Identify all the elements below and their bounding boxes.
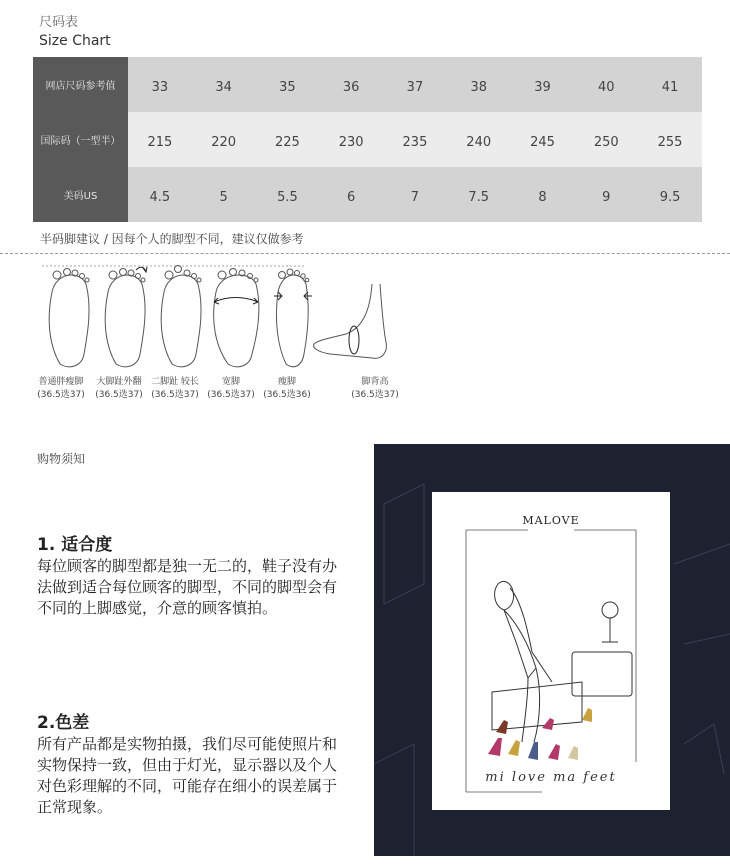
size-chart-header [39, 14, 111, 50]
table-cell: 255 [638, 112, 702, 167]
table-row [33, 112, 702, 167]
foot-name: 宽脚 [221, 377, 240, 387]
fashion-illustration [432, 492, 670, 810]
foot-tip: (36.5选36) [263, 390, 311, 400]
foot-label [252, 376, 322, 402]
shoes-pile [488, 708, 592, 760]
foot-tip: (36.5选37) [95, 390, 143, 400]
table-cell: 5.5 [256, 167, 320, 222]
table-cell: 4.5 [128, 167, 192, 222]
table-cell: 225 [256, 112, 320, 167]
table-cell: 235 [383, 112, 447, 167]
half-size-advice: 半码脚建议 / 因每个人的脚型不同，建议仅做参考 [40, 232, 304, 246]
section-heading: 1. 适合度 [37, 535, 113, 555]
table-cell: 220 [192, 112, 256, 167]
table-cell: 35 [256, 57, 320, 112]
size-chart-title-en: Size Chart [39, 33, 111, 49]
hair-shape [510, 588, 552, 682]
table-cell: 33 [128, 57, 192, 112]
foot-tip: (36.5选37) [207, 390, 255, 400]
table-cell: 9 [574, 167, 638, 222]
illustration-card [432, 492, 670, 810]
foot-name: 大脚趾外翻 [96, 377, 142, 387]
table-cell: 8 [511, 167, 575, 222]
table-cell: 215 [128, 112, 192, 167]
dashed-divider [0, 253, 730, 254]
row-label: 网店尺码参考值 [33, 57, 128, 112]
row-label: 美码US [33, 167, 128, 222]
brand-illustration-panel [374, 444, 730, 856]
notice-title: 购物须知 [37, 452, 86, 466]
table-cell: 5 [192, 167, 256, 222]
table-cell: 38 [447, 57, 511, 112]
foot-tip: (36.5选37) [351, 390, 399, 400]
brand-slogan: mi love ma feet [485, 770, 617, 785]
brand-logo: MALOVE [522, 514, 580, 527]
foot-name: 脚背高 [361, 377, 389, 387]
table-cell: 40 [574, 57, 638, 112]
table-cell: 39 [511, 57, 575, 112]
foot-bunion-icon [105, 267, 147, 367]
section-heading: 2.色差 [37, 713, 90, 733]
table-cell: 6 [319, 167, 383, 222]
color-diff-section [37, 712, 347, 818]
table-cell: 230 [319, 112, 383, 167]
table-row [33, 167, 702, 222]
size-table [33, 57, 702, 222]
table-row [33, 57, 702, 112]
table-cell: 240 [447, 112, 511, 167]
foot-name: 二脚趾 较长 [151, 377, 199, 387]
foot-name: 普通胖瘦脚 [38, 377, 84, 387]
foot-wide-icon [214, 269, 259, 367]
foot-label [340, 376, 410, 402]
section-body: 每位顾客的脚型都是独一无二的，鞋子没有办法做到适合每位顾客的脚型，不同的脚型会有不同的上脚感觉，介意的顾客慎拍。 [37, 557, 338, 617]
table-cell: 34 [192, 57, 256, 112]
foot-tip: (36.5选37) [37, 390, 85, 400]
size-chart-title-cn: 尺码表 [39, 15, 79, 30]
row-label: 国际码（一型半） [33, 112, 128, 167]
section-body: 所有产品都是实物拍摄，我们尽可能使照片和实物保持一致，但由于灯光，显示器以及个人对色彩理解的不同，可能存在细小的误差属于正常现象。 [37, 735, 338, 816]
foot-long-second-toe-icon [161, 266, 201, 367]
table-cell: 7 [383, 167, 447, 222]
foot-shapes-illustration [40, 262, 440, 372]
table-cell: 9.5 [638, 167, 702, 222]
foot-normal-icon [49, 269, 89, 367]
head-shape [495, 581, 514, 610]
foot-name: 瘦脚 [277, 377, 296, 387]
table-cell: 7.5 [447, 167, 511, 222]
foot-high-instep-icon [314, 284, 387, 358]
table-cell: 36 [319, 57, 383, 112]
table-cell: 41 [638, 57, 702, 112]
table-cell: 250 [574, 112, 638, 167]
foot-slim-icon [274, 269, 312, 367]
table-cell: 37 [383, 57, 447, 112]
foot-tip: (36.5选37) [151, 390, 199, 400]
table-cell: 245 [511, 112, 575, 167]
fit-section [37, 534, 347, 619]
